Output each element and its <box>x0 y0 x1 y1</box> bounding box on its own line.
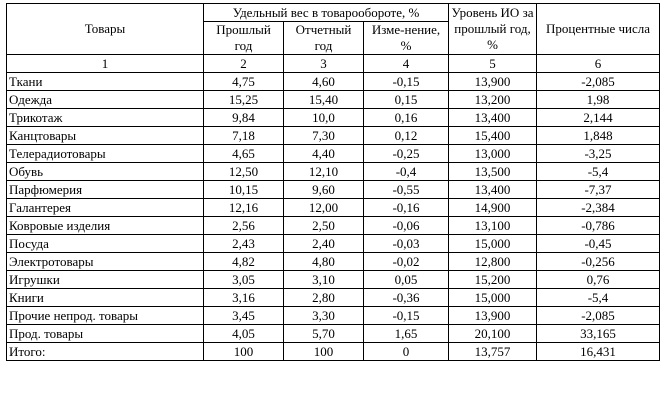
column-number: 1 <box>7 55 204 73</box>
percent-number-cell: -5,4 <box>537 289 660 307</box>
header-prev-year: Прошлый год <box>204 22 284 55</box>
prev-year-cell: 4,82 <box>204 253 284 271</box>
level-cell: 14,900 <box>449 199 537 217</box>
level-cell: 13,200 <box>449 91 537 109</box>
goods-name-cell: Трикотаж <box>7 109 204 127</box>
table-row <box>7 271 660 289</box>
table-row <box>7 199 660 217</box>
percent-number-cell: -7,37 <box>537 181 660 199</box>
header-report-year: Отчетный год <box>284 22 364 55</box>
table-row <box>7 127 660 145</box>
table-row <box>7 343 660 361</box>
percent-number-cell: 1,98 <box>537 91 660 109</box>
goods-name-cell: Прочие непрод. товары <box>7 307 204 325</box>
report-year-cell: 4,40 <box>284 145 364 163</box>
percent-number-cell: 16,431 <box>537 343 660 361</box>
prev-year-cell: 3,45 <box>204 307 284 325</box>
goods-name-cell: Игрушки <box>7 271 204 289</box>
goods-name-cell: Ткани <box>7 73 204 91</box>
prev-year-cell: 7,18 <box>204 127 284 145</box>
report-year-cell: 2,50 <box>284 217 364 235</box>
prev-year-cell: 9,84 <box>204 109 284 127</box>
header-percent-numbers: Процентные числа <box>537 4 660 55</box>
percent-number-cell: 0,76 <box>537 271 660 289</box>
report-year-cell: 100 <box>284 343 364 361</box>
table-row <box>7 235 660 253</box>
percent-number-cell: -3,25 <box>537 145 660 163</box>
prev-year-cell: 10,15 <box>204 181 284 199</box>
percent-number-cell: -2,085 <box>537 73 660 91</box>
percent-number-cell: -0,45 <box>537 235 660 253</box>
report-year-cell: 10,0 <box>284 109 364 127</box>
change-cell: -0,36 <box>364 289 449 307</box>
prev-year-cell: 2,43 <box>204 235 284 253</box>
change-cell: -0,55 <box>364 181 449 199</box>
table-row <box>7 289 660 307</box>
column-number: 3 <box>284 55 364 73</box>
prev-year-cell: 2,56 <box>204 217 284 235</box>
report-year-cell: 12,00 <box>284 199 364 217</box>
table-row <box>7 253 660 271</box>
level-cell: 15,000 <box>449 289 537 307</box>
table-row <box>7 163 660 181</box>
level-cell: 15,400 <box>449 127 537 145</box>
change-cell: -0,15 <box>364 307 449 325</box>
change-cell: 0 <box>364 343 449 361</box>
goods-name-cell: Ковровые изделия <box>7 217 204 235</box>
percent-number-cell: -5,4 <box>537 163 660 181</box>
report-year-cell: 12,10 <box>284 163 364 181</box>
table-row <box>7 91 660 109</box>
table-row <box>7 217 660 235</box>
prev-year-cell: 4,05 <box>204 325 284 343</box>
change-cell: 0,12 <box>364 127 449 145</box>
goods-name-cell: Книги <box>7 289 204 307</box>
report-year-cell: 3,30 <box>284 307 364 325</box>
change-cell: -0,15 <box>364 73 449 91</box>
report-year-cell: 4,80 <box>284 253 364 271</box>
level-cell: 12,800 <box>449 253 537 271</box>
report-year-cell: 9,60 <box>284 181 364 199</box>
change-cell: -0,03 <box>364 235 449 253</box>
prev-year-cell: 3,16 <box>204 289 284 307</box>
prev-year-cell: 100 <box>204 343 284 361</box>
level-cell: 13,500 <box>449 163 537 181</box>
goods-name-cell: Канцтовары <box>7 127 204 145</box>
header-level: Уровень ИО за прошлый год, % <box>449 4 537 55</box>
prev-year-cell: 4,75 <box>204 73 284 91</box>
column-number: 5 <box>449 55 537 73</box>
percent-number-cell: -2,384 <box>537 199 660 217</box>
change-cell: 0,15 <box>364 91 449 109</box>
prev-year-cell: 3,05 <box>204 271 284 289</box>
goods-name-cell: Итого: <box>7 343 204 361</box>
goods-name-cell: Посуда <box>7 235 204 253</box>
column-number: 4 <box>364 55 449 73</box>
trade-turnover-table <box>6 3 660 361</box>
table-body <box>7 73 660 361</box>
prev-year-cell: 4,65 <box>204 145 284 163</box>
header-share-group: Удельный вес в товарообороте, % <box>204 4 449 22</box>
report-year-cell: 3,10 <box>284 271 364 289</box>
report-year-cell: 7,30 <box>284 127 364 145</box>
goods-name-cell: Обувь <box>7 163 204 181</box>
change-cell: -0,02 <box>364 253 449 271</box>
change-cell: 0,16 <box>364 109 449 127</box>
level-cell: 13,400 <box>449 109 537 127</box>
column-number: 2 <box>204 55 284 73</box>
goods-name-cell: Галантерея <box>7 199 204 217</box>
goods-name-cell: Одежда <box>7 91 204 109</box>
table-row <box>7 325 660 343</box>
level-cell: 13,757 <box>449 343 537 361</box>
level-cell: 13,900 <box>449 73 537 91</box>
level-cell: 13,900 <box>449 307 537 325</box>
percent-number-cell: 33,165 <box>537 325 660 343</box>
column-number: 6 <box>537 55 660 73</box>
table-row <box>7 73 660 91</box>
report-year-cell: 5,70 <box>284 325 364 343</box>
percent-number-cell: 1,848 <box>537 127 660 145</box>
table-row <box>7 145 660 163</box>
level-cell: 13,400 <box>449 181 537 199</box>
report-year-cell: 2,40 <box>284 235 364 253</box>
level-cell: 20,100 <box>449 325 537 343</box>
percent-number-cell: -0,256 <box>537 253 660 271</box>
level-cell: 15,000 <box>449 235 537 253</box>
table-row <box>7 109 660 127</box>
table-row <box>7 307 660 325</box>
table-row <box>7 181 660 199</box>
change-cell: 0,05 <box>364 271 449 289</box>
change-cell: -0,25 <box>364 145 449 163</box>
report-year-cell: 15,40 <box>284 91 364 109</box>
prev-year-cell: 12,50 <box>204 163 284 181</box>
report-year-cell: 4,60 <box>284 73 364 91</box>
change-cell: 1,65 <box>364 325 449 343</box>
level-cell: 13,000 <box>449 145 537 163</box>
percent-number-cell: 2,144 <box>537 109 660 127</box>
header-change: Изме-нение, % <box>364 22 449 55</box>
change-cell: -0,4 <box>364 163 449 181</box>
goods-name-cell: Прод. товары <box>7 325 204 343</box>
goods-name-cell: Телерадиотовары <box>7 145 204 163</box>
goods-name-cell: Парфюмерия <box>7 181 204 199</box>
level-cell: 13,100 <box>449 217 537 235</box>
prev-year-cell: 12,16 <box>204 199 284 217</box>
level-cell: 15,200 <box>449 271 537 289</box>
goods-name-cell: Электротовары <box>7 253 204 271</box>
percent-number-cell: -2,085 <box>537 307 660 325</box>
change-cell: -0,16 <box>364 199 449 217</box>
report-year-cell: 2,80 <box>284 289 364 307</box>
column-number-row <box>7 55 660 73</box>
change-cell: -0,06 <box>364 217 449 235</box>
percent-number-cell: -0,786 <box>537 217 660 235</box>
prev-year-cell: 15,25 <box>204 91 284 109</box>
header-goods: Товары <box>7 4 204 55</box>
